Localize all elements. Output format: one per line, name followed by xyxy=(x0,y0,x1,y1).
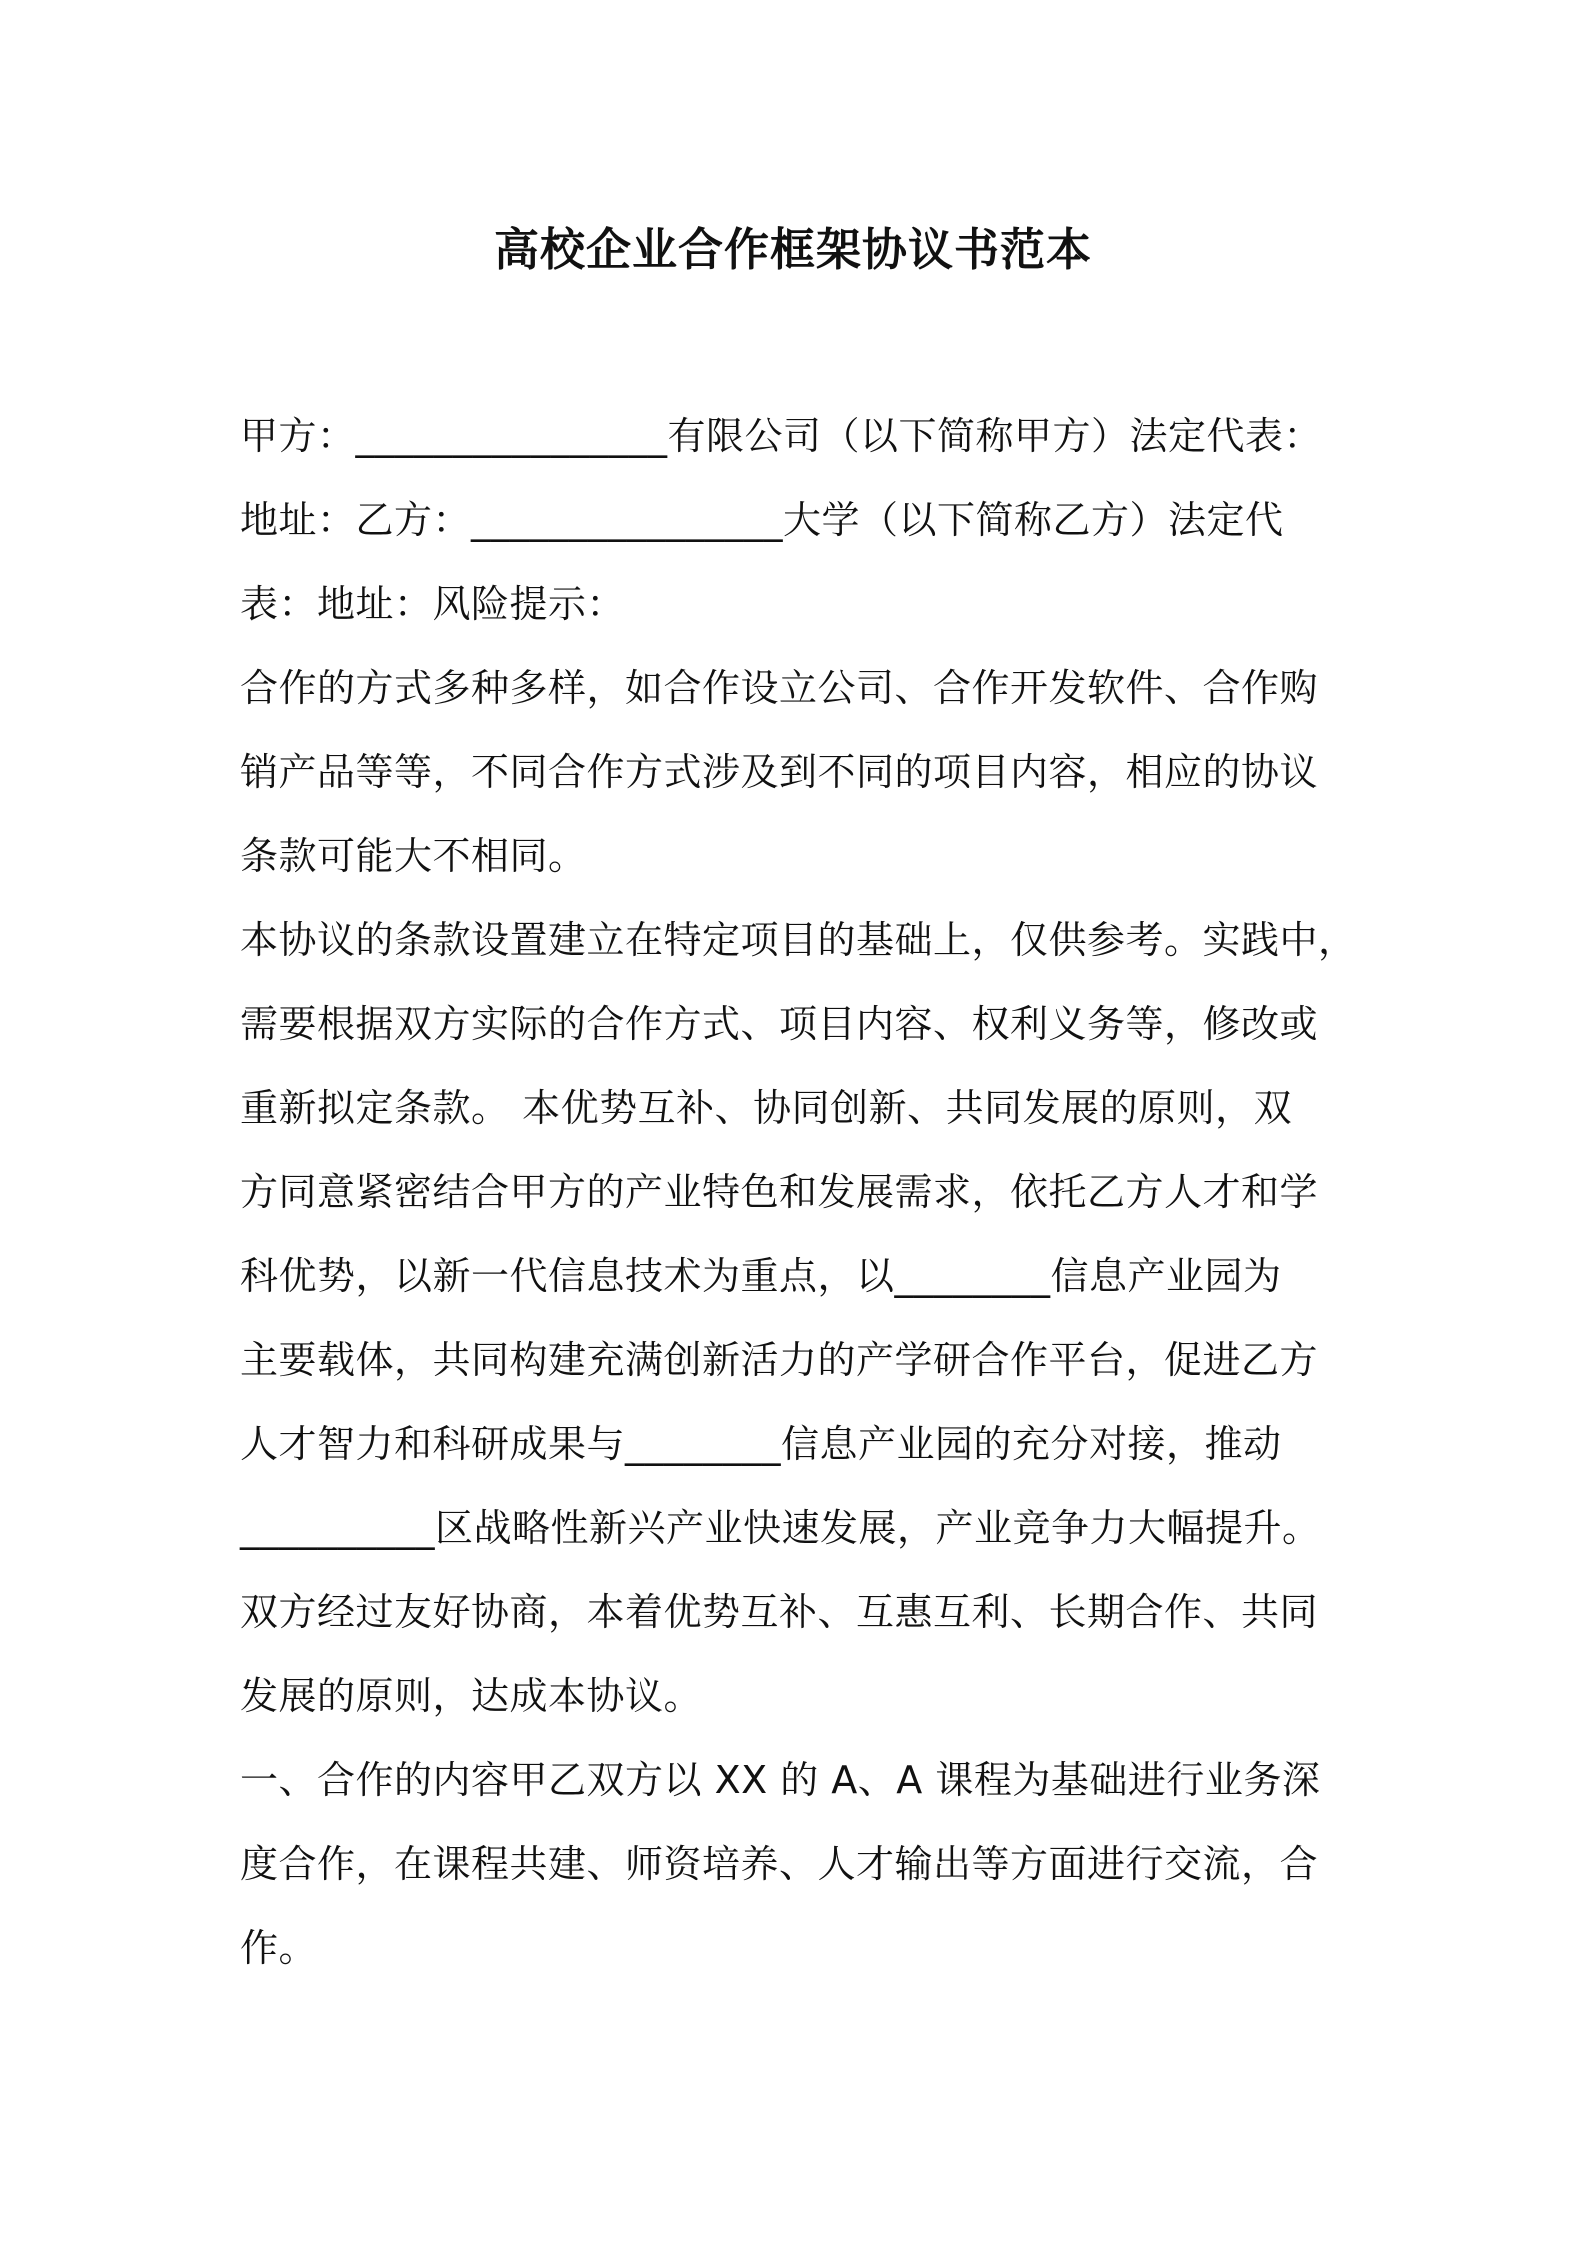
body-line: 重新拟定条款。 本优势互补、协同创新、共同发展的原则，双 xyxy=(240,1086,1293,1130)
document-title: 高校企业合作框架协议书范本 xyxy=(493,223,1092,276)
body-line: __________区战略性新兴产业快速发展，产业竞争力大幅提升。 xyxy=(240,1506,1321,1550)
body-line: 科优势，以新一代信息技术为重点，以________信息产业园为 xyxy=(240,1254,1282,1298)
body-line: 合作的方式多种多样，如合作设立公司、合作开发软件、合作购 xyxy=(240,666,1319,710)
body-line: 销产品等等，不同合作方式涉及到不同的项目内容，相应的协议 xyxy=(240,750,1319,794)
body-line: 地址：乙方：________________大学（以下简称乙方）法定代 xyxy=(240,498,1284,542)
body-line: 条款可能大不相同。 xyxy=(240,834,587,878)
body-line: 发展的原则，达成本协议。 xyxy=(240,1674,703,1718)
document-body xyxy=(240,394,1370,1990)
body-line: 本协议的条款设置建立在特定项目的基础上，仅供参考。实践中， xyxy=(240,918,1357,962)
body-line: 人才智力和科研成果与________信息产业园的充分对接，推动 xyxy=(240,1422,1282,1466)
body-line: 甲方：________________有限公司（以下简称甲方）法定代表： xyxy=(240,414,1323,458)
body-line: 度合作，在课程共建、师资培养、人才输出等方面进行交流，合 xyxy=(240,1842,1319,1886)
body-line: 作。 xyxy=(240,1926,318,1970)
body-line: 表：地址：风险提示： xyxy=(240,582,626,626)
body-line: 双方经过友好协商，本着优势互补、互惠互利、长期合作、共同 xyxy=(240,1590,1319,1634)
body-line: 方同意紧密结合甲方的产业特色和发展需求，依托乙方人才和学 xyxy=(240,1170,1319,1214)
body-line: 主要载体，共同构建充满创新活力的产学研合作平台，促进乙方 xyxy=(240,1338,1319,1382)
body-line: 需要根据双方实际的合作方式、项目内容、权利义务等，修改或 xyxy=(240,1002,1319,1046)
body-line: 一、合作的内容甲乙双方以 XX 的 A、A 课程为基础进行业务深 xyxy=(240,1758,1321,1802)
